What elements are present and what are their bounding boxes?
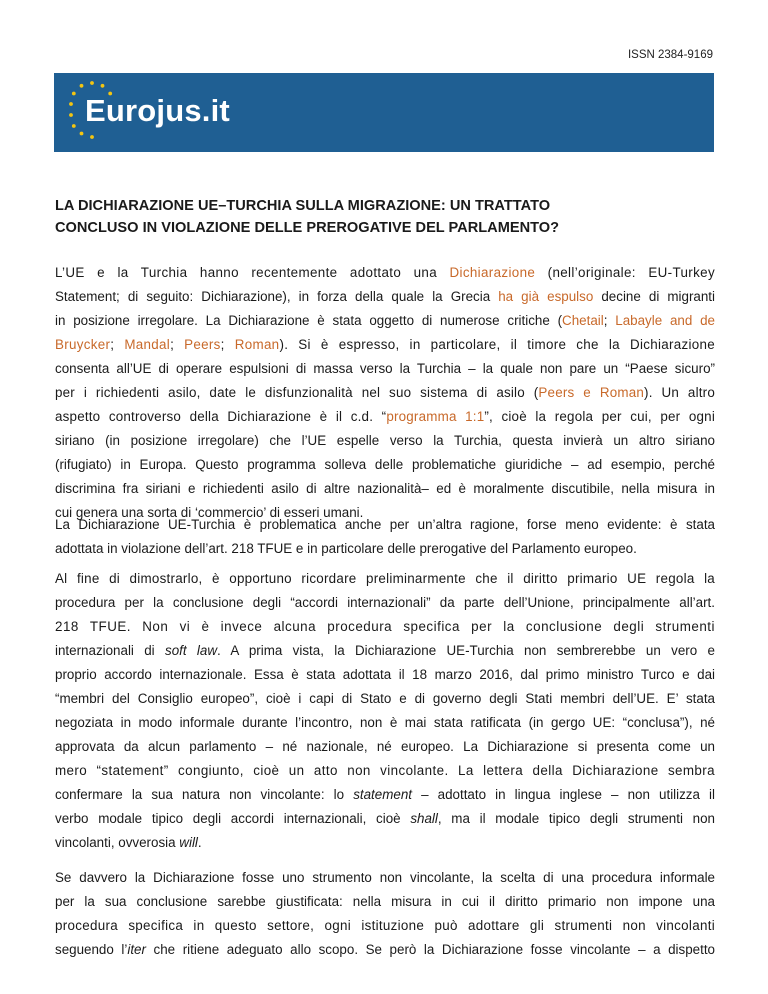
link-peers[interactable]: Peers — [184, 337, 221, 352]
text-line: negoziata in modo informale durante l’incontro, non è mai stata ratificata (in gergo UE: “conclusa”), né — [55, 715, 715, 730]
link-labayle[interactable]: Labayle and de — [615, 313, 715, 328]
text-line: aspetto controverso della Dichiarazione è il c.d. “programma 1:1”, cioè la regola per cui, per ogni — [55, 409, 715, 424]
text-line: Statement; di seguito: Dichiarazione), in forza della quale la Grecia ha già espulso decine di migranti — [55, 289, 716, 304]
text-line: Bruycker; Mandal; Peers; Roman). Si è espresso, in particolare, il timore che la Dichiarazione — [55, 337, 715, 352]
text-line: approvata da alcun parlamento – né nazionale, né europeo. La Dichiarazione si presenta come un — [55, 739, 715, 754]
text-line: siriano (in posizione irregolare) che l’UE espelle verso la Turchia, questa invierà un altro siriano — [55, 433, 715, 448]
article-title — [55, 195, 715, 239]
text-line: per i richiedenti asilo, date le disfunzionalità nel suo sistema di asilo (Peers e Roman). Un altro — [55, 385, 715, 400]
text-line: in posizione irregolare. La Dichiarazione è stata oggetto di numerose critiche (Chetail; Labayle and de — [55, 313, 715, 328]
text-line: Al fine di dimostrarlo, è opportuno ricordare preliminarmente che il diritto primario UE regola la — [55, 571, 715, 586]
paragraph-2 — [55, 513, 715, 561]
paragraph-1 — [55, 261, 715, 525]
text-line: adottata in violazione dell’art. 218 TFUE e in particolare delle prerogative del Parlamento europeo. — [55, 541, 637, 556]
text-line: cui genera una sorta di ‘commercio’ di esseri umani. — [55, 505, 364, 520]
text-line: internazionali di soft law. A prima vista, la Dichiarazione UE-Turchia non sembrerebbe un vero e — [55, 643, 715, 658]
text-line: procedura per la conclusione degli “accordi internazionali” da parte dell’Unione, principalmente all’art. — [55, 595, 715, 610]
link-chetail[interactable]: Chetail — [562, 313, 604, 328]
text-line: L’UE e la Turchia hanno recentemente adottato una Dichiarazione (nell’originale: EU-Turkey — [55, 265, 715, 280]
text-line: verbo modale tipico degli accordi internazionali, cioè shall, ma il modale tipico degli strumenti non — [55, 811, 715, 826]
link-ha-gia-espulso[interactable]: ha già espulso — [498, 289, 594, 304]
text-line: per la sua conclusione sarebbe giustificata: nella misura in cui il diritto primario non impone una — [55, 894, 715, 909]
text-line: confermare la sua natura non vincolante: lo statement – adottato in lingua inglese – non utilizza il — [55, 787, 716, 802]
site-logo-text: Eurojus.it — [85, 93, 230, 128]
text-line: seguendo l’iter che ritiene adeguato allo scopo. Se però la Dichiarazione fosse vincolante – a dispetto — [55, 942, 716, 957]
text-line: mero “statement” congiunto, cioè un atto non vincolante. La lettera della Dichiarazione sembra — [55, 763, 715, 778]
text-line: Se davvero la Dichiarazione fosse uno strumento non vincolante, la scelta di una procedura informale — [55, 870, 715, 885]
text-line: discrimina fra siriani e richiedenti asilo di altre nazionalità– ed è moralmente discutibile, nella misura in — [55, 481, 715, 496]
text-line: La Dichiarazione UE-Turchia è problematica anche per un’altra ragione, forse meno evidente: è stata — [55, 517, 715, 532]
link-programma-1-1[interactable]: programma 1:1 — [386, 409, 485, 424]
text-line: (rifugiato) in Europa. Questo programma solleva delle problematiche giuridiche – ad esempio, perché — [55, 457, 715, 472]
link-peers-e-roman[interactable]: Peers e Roman — [538, 385, 645, 400]
text-line: proprio accordo internazionale. Essa è stata adottata il 18 marzo 2016, dal primo ministro Turco e dai — [55, 667, 715, 682]
issn-number: ISSN 2384-9169 — [627, 49, 713, 61]
link-dichiarazione[interactable]: Dichiarazione — [449, 265, 536, 280]
title-line: CONCLUSO IN VIOLAZIONE DELLE PREROGATIVE DEL PARLAMENTO? — [55, 220, 560, 236]
text-line: vincolanti, ovverosia will. — [55, 835, 202, 850]
text-line: consenta all’UE di operare espulsioni di massa verso la Turchia – la quale non pare un “Paese sicuro” — [55, 361, 715, 376]
link-mandal[interactable]: Mandal — [124, 337, 171, 352]
text-line: “membri del Consiglio europeo”, cioè i capi di Stato e di governo degli Stati membri dell’UE. E’ stata — [55, 691, 715, 706]
title-line: LA DICHIARAZIONE UE–TURCHIA SULLA MIGRAZIONE: UN TRATTATO — [55, 198, 551, 214]
link-roman[interactable]: Roman — [234, 337, 280, 352]
paragraph-4 — [55, 866, 715, 962]
header-banner — [54, 73, 714, 152]
paragraph-3 — [55, 567, 715, 855]
link-bruycker[interactable]: Bruycker — [55, 337, 111, 352]
text-line: procedura specifica in questo settore, ogni istituzione può adottare gli strumenti non vincolanti — [55, 918, 715, 933]
text-line: 218 TFUE. Non vi è invece alcuna procedura specifica per la conclusione degli strumenti — [55, 619, 715, 634]
